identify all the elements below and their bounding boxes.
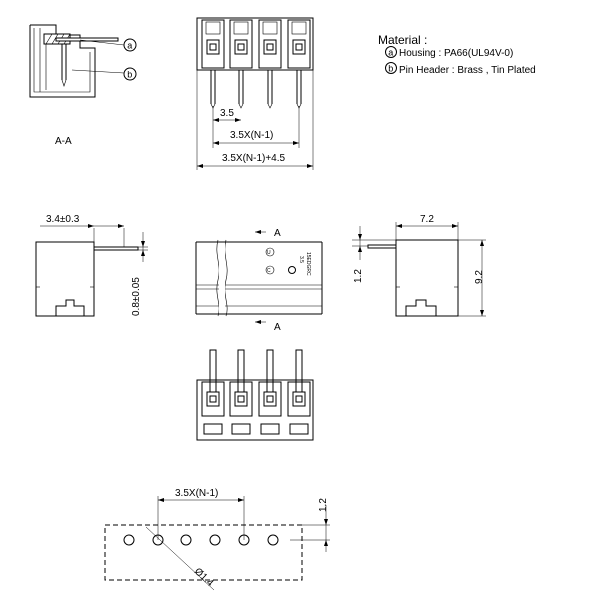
front-pole-wire-entry bbox=[235, 40, 247, 54]
front-pole-wire-entry bbox=[207, 40, 219, 54]
bottom-pole-contact bbox=[238, 396, 244, 402]
right-housing-outline bbox=[396, 240, 458, 316]
pitch-dim: 3.5 bbox=[220, 108, 234, 119]
front-pole-wire-entry bbox=[293, 40, 305, 54]
material-housing-text: Housing : PA66(UL94V-0) bbox=[399, 48, 514, 59]
bottom-pin bbox=[296, 350, 302, 392]
bottom-pole-wire-entry bbox=[293, 392, 305, 406]
bottom-pole-wire-entry bbox=[264, 392, 276, 406]
overall-width-dim: 3.5X(N-1)+4.5 bbox=[222, 153, 286, 164]
leader-b bbox=[72, 70, 124, 73]
pcb-hole bbox=[124, 535, 134, 545]
bottom-front-view bbox=[197, 350, 313, 440]
bottom-pole-wire-entry bbox=[207, 392, 219, 406]
front-pin-tip bbox=[268, 104, 272, 108]
pitch-span-dim: 3.5X(N-1) bbox=[230, 130, 274, 141]
left-housing-outline bbox=[36, 242, 94, 316]
pin-offset-dim: 1.2 bbox=[353, 269, 364, 283]
height-dim: 9.2 bbox=[474, 270, 485, 284]
pcb-layout bbox=[105, 488, 330, 590]
pin-thickness-dim: 0.8±0.05 bbox=[131, 277, 142, 316]
break-line-left bbox=[217, 240, 219, 316]
material-pin-header-text: Pin Header : Brass , Tin Plated bbox=[399, 65, 536, 76]
material-marker-b: b bbox=[388, 63, 394, 74]
front-pole-wire-entry bbox=[264, 40, 276, 54]
bottom-pole-screw-opening bbox=[290, 424, 308, 434]
pin-extension-dim: 3.4±0.3 bbox=[46, 214, 80, 225]
right-pin bbox=[368, 245, 396, 248]
section-marker-bottom: A bbox=[274, 322, 281, 333]
front-pole-screw-opening bbox=[206, 22, 220, 34]
bottom-pole-contact bbox=[296, 396, 302, 402]
bottom-pole-wire-entry bbox=[235, 392, 247, 406]
bottom-pin bbox=[238, 350, 244, 392]
brand-logo-icon bbox=[289, 267, 296, 274]
bottom-pole-contact bbox=[210, 396, 216, 402]
pcb-hole bbox=[210, 535, 220, 545]
pcb-pitch-span-dim: 3.5X(N-1) bbox=[175, 488, 219, 499]
front-pole-screw-opening bbox=[234, 22, 248, 34]
ul-mark-icon bbox=[266, 248, 274, 256]
front-pole-contact bbox=[210, 44, 216, 50]
material-legend bbox=[378, 33, 536, 76]
depth-dim: 7.2 bbox=[420, 214, 434, 225]
ce-mark-icon bbox=[266, 266, 274, 274]
bottom-pole-screw-opening bbox=[204, 424, 222, 434]
callout-b: b bbox=[127, 69, 133, 80]
bottom-pole-cell bbox=[288, 382, 310, 416]
svg-text:U: U bbox=[267, 250, 271, 256]
section-view-a-a bbox=[30, 25, 136, 147]
material-marker-a: a bbox=[388, 47, 394, 58]
bottom-pole-screw-opening bbox=[232, 424, 250, 434]
material-heading: Material : bbox=[378, 33, 428, 47]
housing-marking-line2: 3.5 bbox=[298, 256, 304, 263]
left-pin bbox=[94, 247, 138, 250]
section-marker-top: A bbox=[274, 228, 281, 239]
right-side-view bbox=[352, 214, 486, 316]
housing-marking-line1: 15EDGRC bbox=[305, 252, 311, 276]
bottom-pole-cell bbox=[202, 382, 224, 416]
front-pole-contact bbox=[267, 44, 273, 50]
section-label: A-A bbox=[55, 136, 72, 147]
hole-diameter-dim: Ø1.4 bbox=[191, 566, 216, 589]
front-view bbox=[197, 18, 313, 170]
pcb-hole bbox=[181, 535, 191, 545]
right-latch-notch bbox=[406, 300, 436, 316]
bottom-pin bbox=[210, 350, 216, 392]
bottom-pole-cell bbox=[230, 382, 252, 416]
bottom-pole-screw-opening bbox=[261, 424, 279, 434]
front-pole-screw-opening bbox=[263, 22, 277, 34]
pcb-row-offset-dim: 1.2 bbox=[318, 498, 329, 512]
svg-text:C: C bbox=[267, 268, 271, 274]
front-pole-contact bbox=[238, 44, 244, 50]
front-pin-tip bbox=[239, 104, 243, 108]
top-view bbox=[196, 228, 322, 333]
callout-a: a bbox=[127, 40, 133, 51]
bottom-pin bbox=[267, 350, 273, 392]
break-line-right bbox=[225, 240, 227, 316]
front-pole-screw-opening bbox=[292, 22, 306, 34]
pcb-hole bbox=[268, 535, 278, 545]
left-side-view bbox=[36, 214, 148, 316]
left-latch-notch bbox=[56, 300, 84, 316]
bottom-pole-contact bbox=[267, 396, 273, 402]
bottom-pole-cell bbox=[259, 382, 281, 416]
front-pole-contact bbox=[296, 44, 302, 50]
